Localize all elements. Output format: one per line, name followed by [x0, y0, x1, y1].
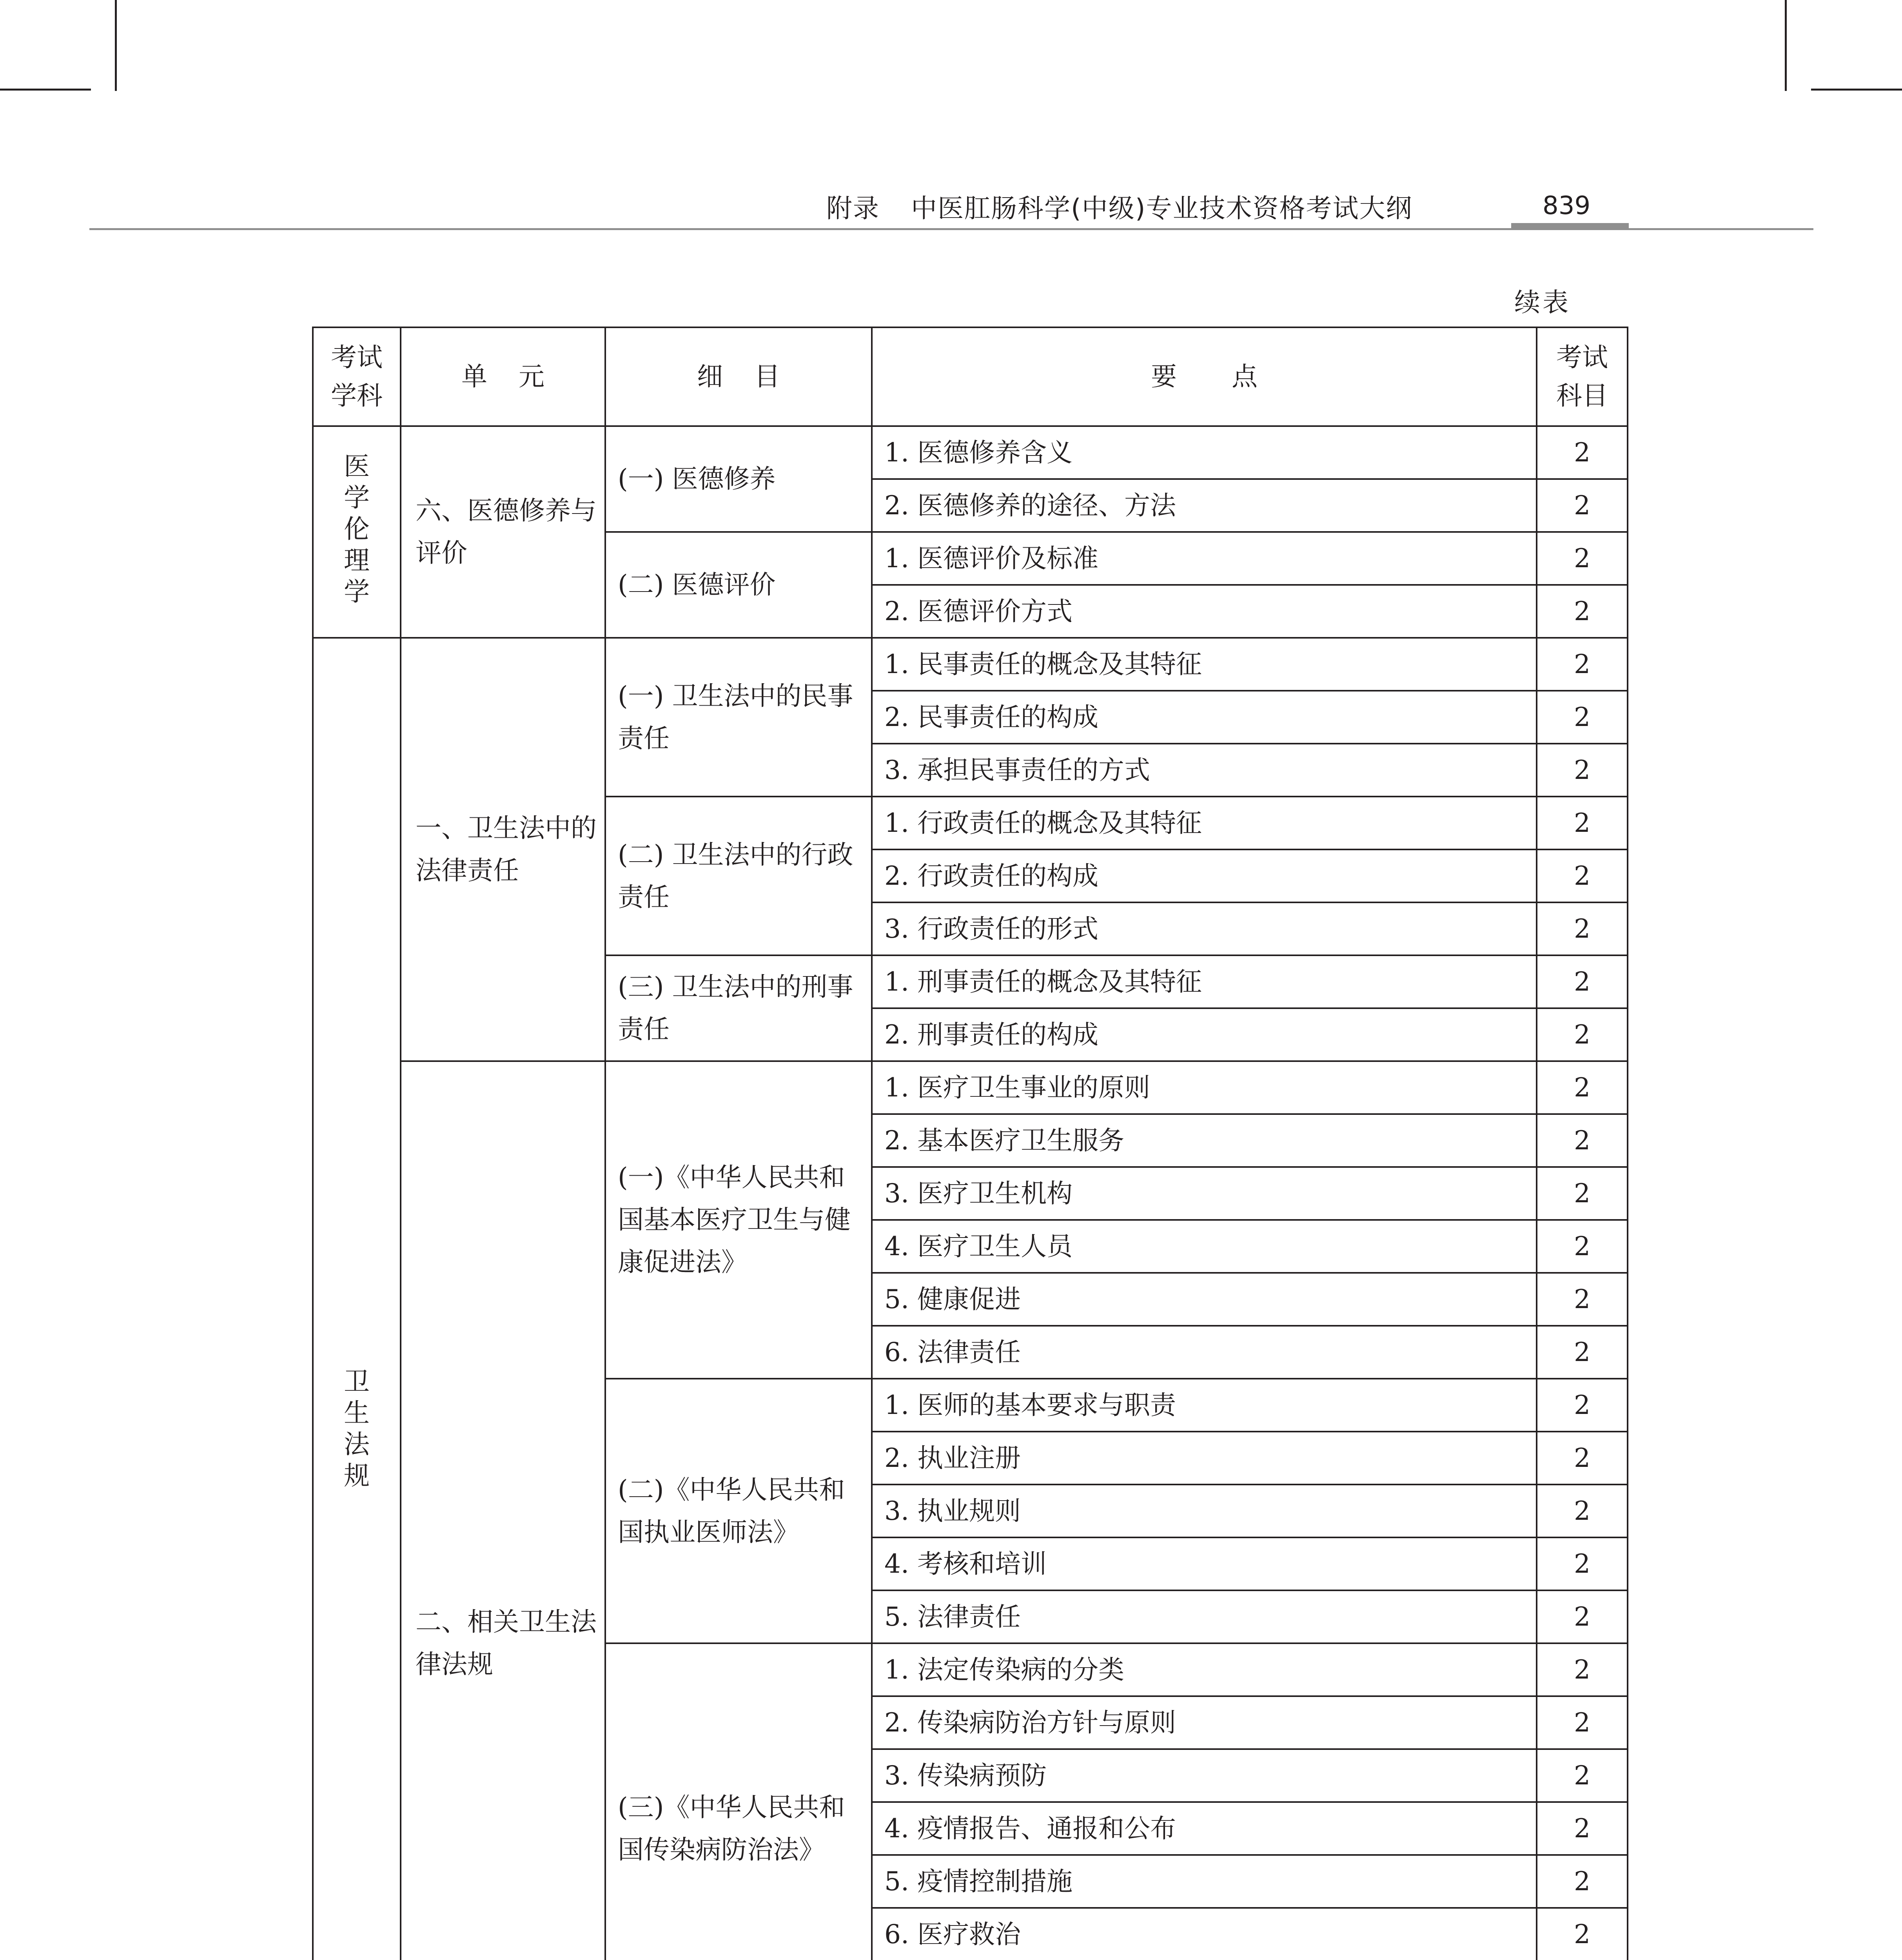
score-cell: 2	[1537, 479, 1628, 532]
score-cell: 2	[1537, 1908, 1628, 1960]
item-cell: (二)《中华人民共和国执业医师法》	[605, 1379, 872, 1643]
unit-cell: 二、相关卫生法律法规	[401, 1061, 605, 1960]
crop-mark	[0, 89, 91, 91]
point-cell: 1. 民事责任的概念及其特征	[872, 638, 1537, 691]
header-item: 细目	[605, 327, 872, 426]
point-cell: 5. 法律责任	[872, 1590, 1537, 1643]
item-cell: (一) 卫生法中的民事责任	[605, 638, 872, 797]
running-header	[826, 184, 1571, 227]
point-cell: 4. 医疗卫生人员	[872, 1220, 1537, 1273]
item-cell: (三)《中华人民共和国传染病防治法》	[605, 1643, 872, 1960]
header-score: 考试科目	[1537, 327, 1628, 426]
score-cell: 2	[1537, 1008, 1628, 1061]
point-cell: 3. 行政责任的形式	[872, 902, 1537, 955]
point-cell: 1. 行政责任的概念及其特征	[872, 797, 1537, 849]
point-cell: 2. 执业注册	[872, 1432, 1537, 1485]
score-cell: 2	[1537, 744, 1628, 797]
score-cell: 2	[1537, 849, 1628, 902]
score-cell: 2	[1537, 1696, 1628, 1749]
point-cell: 4. 疫情报告、通报和公布	[872, 1802, 1537, 1855]
item-cell: (三) 卫生法中的刑事责任	[605, 955, 872, 1061]
item-cell: (一)《中华人民共和国基本医疗卫生与健康促进法》	[605, 1061, 872, 1379]
point-cell: 2. 医德评价方式	[872, 585, 1537, 638]
point-cell: 4. 考核和培训	[872, 1537, 1537, 1590]
point-cell: 5. 疫情控制措施	[872, 1855, 1537, 1908]
point-cell: 2. 医德修养的途径、方法	[872, 479, 1537, 532]
score-cell: 2	[1537, 902, 1628, 955]
header-point: 要点	[872, 327, 1537, 426]
score-cell: 2	[1537, 691, 1628, 744]
score-cell: 2	[1537, 638, 1628, 691]
point-cell: 1. 医德修养含义	[872, 426, 1537, 479]
point-cell: 5. 健康促进	[872, 1273, 1537, 1326]
score-cell: 2	[1537, 1802, 1628, 1855]
table-row	[313, 638, 1628, 691]
continued-table-label: 续表	[1514, 287, 1571, 318]
point-cell: 3. 医疗卫生机构	[872, 1167, 1537, 1220]
book-title: 中医肛肠科学(中级)专业技术资格考试大纲	[911, 193, 1413, 223]
score-cell: 2	[1537, 1432, 1628, 1485]
score-cell: 2	[1537, 1590, 1628, 1643]
score-cell: 2	[1537, 1114, 1628, 1167]
score-cell: 2	[1537, 1379, 1628, 1432]
score-cell: 2	[1537, 1485, 1628, 1537]
score-cell: 2	[1537, 426, 1628, 479]
item-cell: (一) 医德修养	[605, 426, 872, 532]
page-number: 839	[1543, 191, 1591, 220]
subject-cell: 医学伦理学	[313, 426, 401, 638]
point-cell: 6. 法律责任	[872, 1326, 1537, 1379]
score-cell: 2	[1537, 1643, 1628, 1696]
score-cell: 2	[1537, 1537, 1628, 1590]
subject-cell: 卫生法规	[313, 638, 401, 1960]
table-header-row	[313, 327, 1628, 426]
header-rule-accent	[1511, 223, 1629, 230]
crop-mark	[1811, 89, 1902, 91]
syllabus-table	[312, 327, 1628, 1960]
score-cell: 2	[1537, 1061, 1628, 1114]
score-cell: 2	[1537, 1273, 1628, 1326]
point-cell: 6. 医疗救治	[872, 1908, 1537, 1960]
item-cell: (二) 医德评价	[605, 532, 872, 638]
point-cell: 1. 刑事责任的概念及其特征	[872, 955, 1537, 1008]
score-cell: 2	[1537, 955, 1628, 1008]
item-cell: (二) 卫生法中的行政责任	[605, 797, 872, 955]
crop-mark	[115, 0, 117, 91]
score-cell: 2	[1537, 1326, 1628, 1379]
point-cell: 2. 刑事责任的构成	[872, 1008, 1537, 1061]
score-cell: 2	[1537, 532, 1628, 585]
point-cell: 1. 医德评价及标准	[872, 532, 1537, 585]
appendix-label: 附录	[826, 193, 880, 223]
unit-cell: 六、医德修养与评价	[401, 426, 605, 638]
point-cell: 3. 执业规则	[872, 1485, 1537, 1537]
table-row	[313, 426, 1628, 479]
table-row	[313, 1061, 1628, 1114]
crop-mark	[1785, 0, 1787, 91]
unit-cell: 一、卫生法中的法律责任	[401, 638, 605, 1061]
point-cell: 2. 传染病防治方针与原则	[872, 1696, 1537, 1749]
score-cell: 2	[1537, 797, 1628, 849]
point-cell: 2. 基本医疗卫生服务	[872, 1114, 1537, 1167]
header-unit: 单元	[401, 327, 605, 426]
score-cell: 2	[1537, 1855, 1628, 1908]
point-cell: 3. 承担民事责任的方式	[872, 744, 1537, 797]
point-cell: 1. 医师的基本要求与职责	[872, 1379, 1537, 1432]
header-subject: 考试学科	[313, 327, 401, 426]
score-cell: 2	[1537, 1220, 1628, 1273]
point-cell: 3. 传染病预防	[872, 1749, 1537, 1802]
point-cell: 2. 行政责任的构成	[872, 849, 1537, 902]
point-cell: 1. 法定传染病的分类	[872, 1643, 1537, 1696]
point-cell: 2. 民事责任的构成	[872, 691, 1537, 744]
score-cell: 2	[1537, 1749, 1628, 1802]
score-cell: 2	[1537, 1167, 1628, 1220]
point-cell: 1. 医疗卫生事业的原则	[872, 1061, 1537, 1114]
score-cell: 2	[1537, 585, 1628, 638]
